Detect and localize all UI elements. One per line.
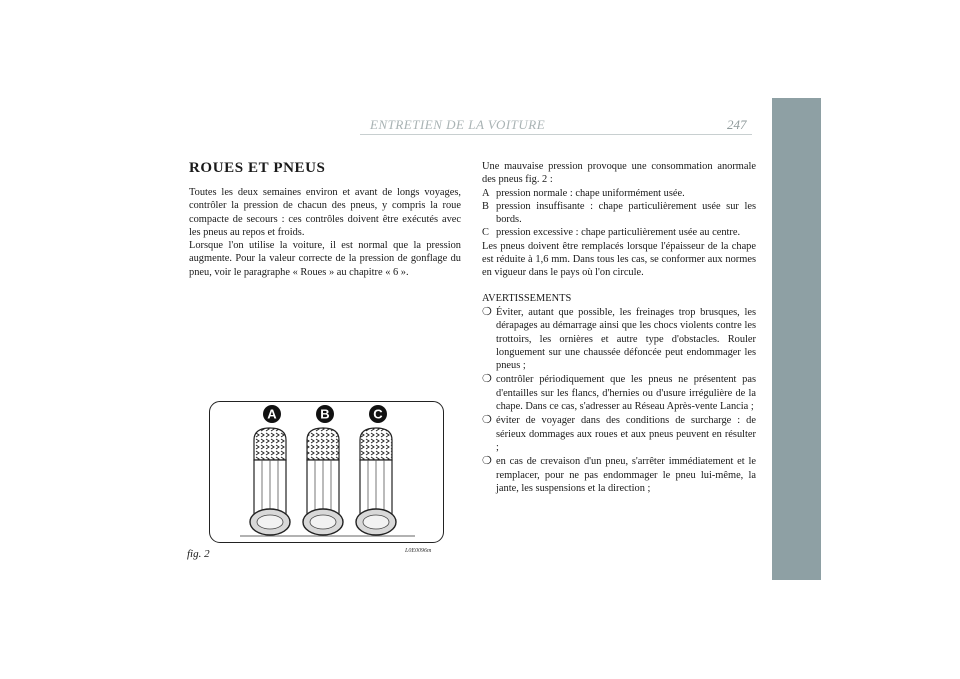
tire-b-icon xyxy=(303,428,343,535)
warning-text: éviter de voyager dans des conditions de surcharge : de sérieux dommages aux roues et aux pneus peuvent en résulter ; xyxy=(496,415,756,453)
tire-a-icon xyxy=(250,428,290,535)
warning-text: contrôler périodiquement que les pneus ne présentent pas d'entailles sur les flancs, d'hernies ou d'usure irrégulière de la chape. Dans ce cas, s'adresser au Réseau Après-vente Lancia ; xyxy=(496,374,756,413)
tire-wear-figure xyxy=(209,401,444,543)
definition-letter: B xyxy=(482,200,489,212)
bullet-icon: ❍ xyxy=(482,455,492,468)
replace-paragraph: Les pneus doivent être remplacés lorsque l'épaisseur de la chape est réduite à 1,6 mm. Dans tous les cas, se conformer aux normes en vigueur dans le pays où l'on circule. xyxy=(482,240,756,279)
tire-wear-illustration xyxy=(210,402,443,542)
definition-text: pression normale : chape uniformément usée. xyxy=(496,187,685,199)
warning-item xyxy=(482,306,756,372)
intro-paragraph: Une mauvaise pression provoque une consommation anormale des pneus fig. 2 : xyxy=(482,161,756,186)
warning-item xyxy=(482,455,756,495)
warning-item xyxy=(482,373,756,413)
section-title: ROUES ET PNEUS xyxy=(189,160,326,176)
figure-code: L0E0096m xyxy=(405,548,432,554)
warning-item xyxy=(482,414,756,454)
label-a: A xyxy=(267,406,277,422)
definition-item xyxy=(482,187,756,200)
right-column xyxy=(482,160,756,495)
running-header: ENTRETIEN DE LA VOITURE xyxy=(370,117,546,132)
definition-letter: A xyxy=(482,187,490,199)
chapter-side-tab xyxy=(772,98,821,580)
left-column xyxy=(189,160,461,279)
label-b: B xyxy=(320,406,330,422)
definition-item xyxy=(482,226,756,239)
warnings-title: AVERTISSEMENTS xyxy=(482,292,572,304)
page-number: 247 xyxy=(727,117,747,132)
bullet-icon: ❍ xyxy=(482,373,492,386)
warning-text: Éviter, autant que possible, les freinages trop brusques, les dérapages au démarrage ainsi que les chocs violents contre les trottoirs, les ornières et autre type d'obstacles. Rouler longuement sur une chaussée défoncée peut endommager les pneus ; xyxy=(496,306,756,372)
definition-text: pression excessive : chape particulièrement usée au centre. xyxy=(496,227,741,239)
definition-letter: C xyxy=(482,227,489,239)
figure-caption: fig. 2 xyxy=(187,548,210,560)
header-rule xyxy=(360,134,752,135)
label-c: C xyxy=(373,406,383,422)
bullet-icon: ❍ xyxy=(482,414,492,427)
paragraph: Lorsque l'on utilise la voiture, il est normal que la pression augmente. Pour la valeur correcte de la pression de gonflage du pneu, voir le paragraphe « Roues » au chapitre « 6 ». xyxy=(189,240,461,278)
definition-text: pression insuffisante : chape particulièrement usée sur les bords. xyxy=(496,200,756,226)
warning-text: en cas de crevaison d'un pneu, s'arrêter immédiatement et le remplacer, pour ne pas endommager le pneu lui-même, la jante, les suspensions et la direction ; xyxy=(496,456,756,494)
paragraph: Toutes les deux semaines environ et avant de longs voyages, contrôler la pression de chacun des pneus, y compris la roue compacte de secours : ces contrôles doivent être exécutés avec les pneus au repos et froids. xyxy=(189,187,461,238)
tire-c-icon xyxy=(356,428,396,535)
definition-item xyxy=(482,200,756,227)
bullet-icon: ❍ xyxy=(482,305,492,318)
